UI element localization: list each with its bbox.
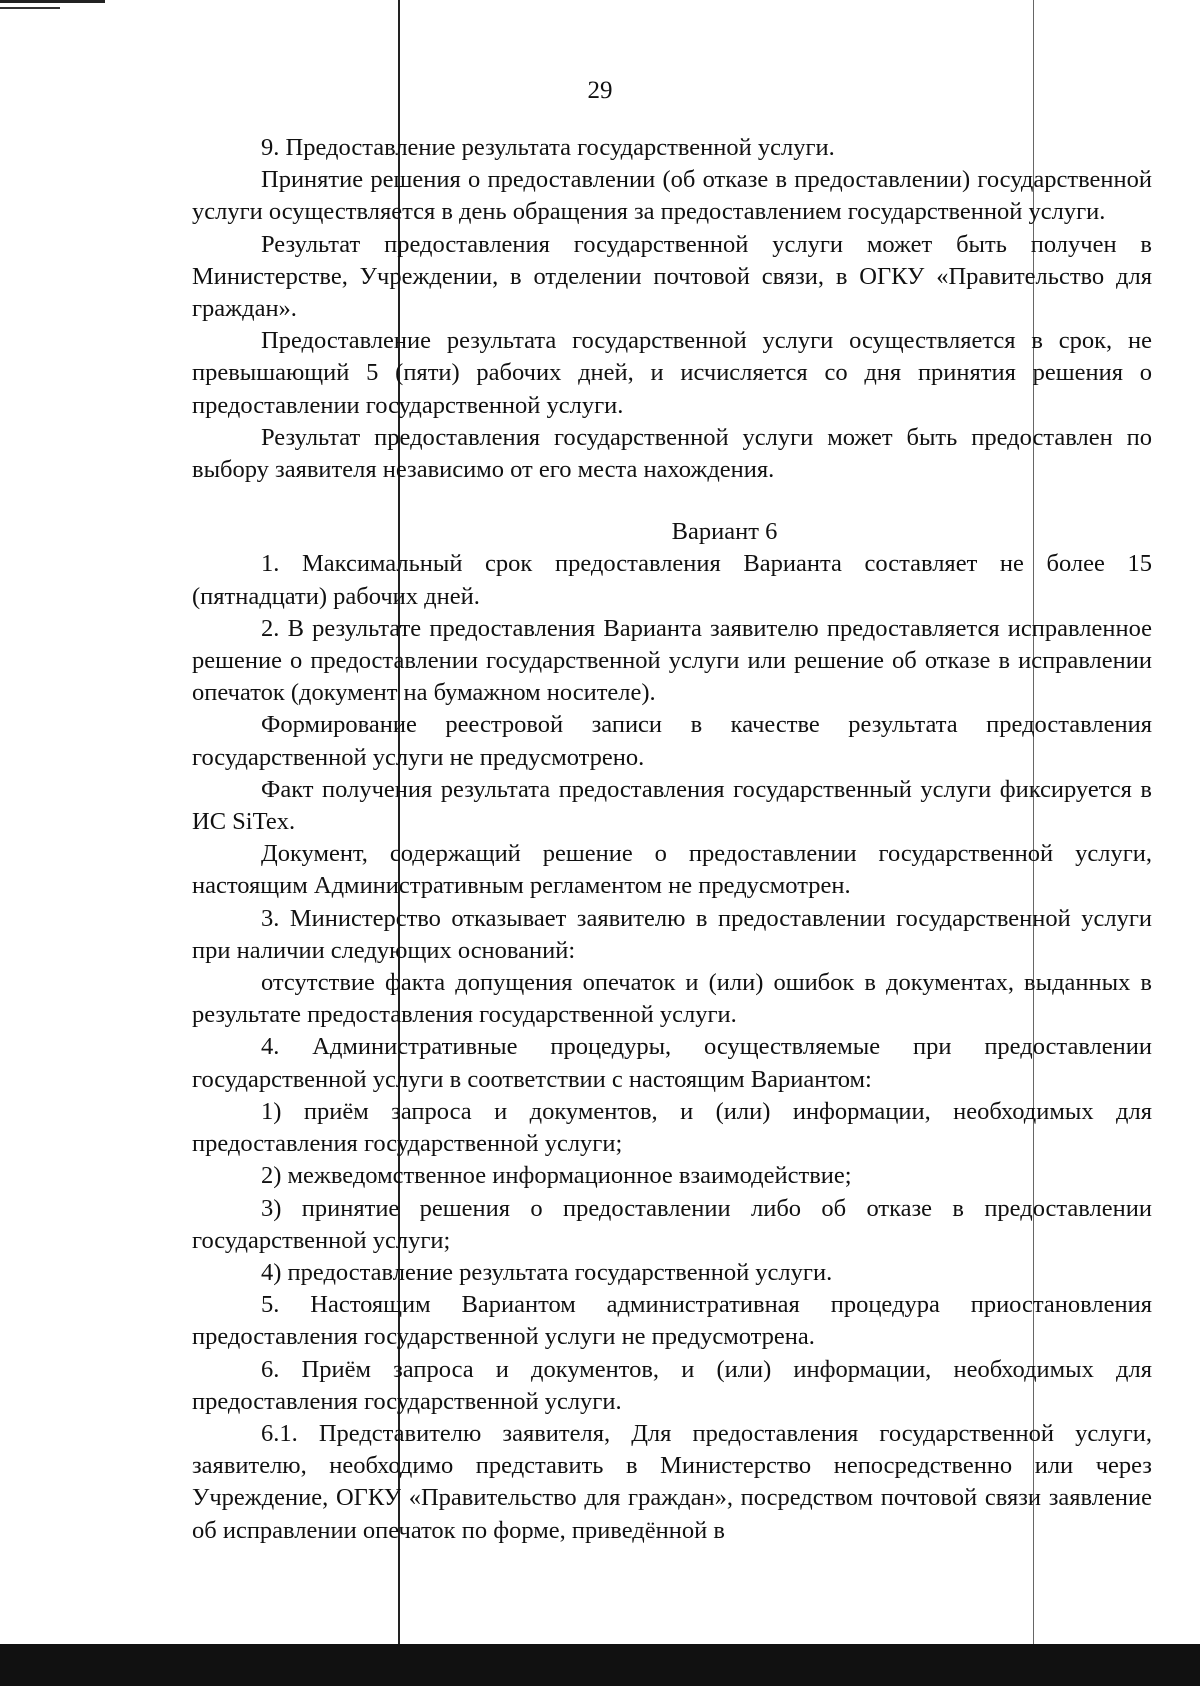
list-item-procedure-1: 1) приём запроса и документов, и (или) информации, необходимых для предоставления государственной услуги; [192, 1097, 1152, 1158]
scan-edge-mark-secondary [0, 7, 60, 9]
paragraph-result-fixation: Факт получения результата предоставления государственный услуги фиксируется в ИС SiTex. [192, 775, 1152, 836]
scan-edge-mark [0, 0, 105, 3]
variant-heading: Вариант 6 [671, 518, 778, 546]
paragraph-decision-timing: Принятие решения о предоставлении (об отказе в предоставлении) государственной услуги осуществляется в день обращения за предоставлением государственной услуги. [192, 166, 1152, 226]
paragraph-variant-result: 2. В результате предоставления Варианта заявителю предоставляется исправленное решение о предоставлении государственной услуги или решение об отказе в исправлении опечаток (документ на бумажном носителе). [192, 614, 1152, 707]
paragraph-result-provision-heading: 9. Предоставление результата государственной услуги. [261, 134, 835, 161]
paragraph-applicant-submission: 6.1. Представителю заявителя, Для предоставления государственной услуги, заявителю, необходимо представить в Министерство непосредственно или через Учреждение, ОГКУ «Правительство для граждан», посредством почтовой связи заявление об исправлении опечаток по форме, приведённой в [192, 1419, 1152, 1544]
page-number: 29 [587, 77, 613, 104]
paragraph-refusal-ground-item: отсутствие факта допущения опечаток и (или) ошибок в документах, выданных в результате предоставления государственной услуги. [192, 969, 1152, 1029]
paragraph-result-extraterritorial: Результат предоставления государственной услуги может быть предоставлен по выбору заявителя независимо от его места нахождения. [192, 423, 1152, 484]
paragraph-max-term: 1. Максимальный срок предоставления Варианта составляет не более 15 (пятнадцати) рабочих дней. [192, 550, 1152, 610]
paragraph-request-intake: 6. Приём запроса и документов, и (или) информации, необходимых для предоставления государственной услуги. [192, 1355, 1152, 1415]
paragraph-registry-record: Формирование реестровой записи в качестве результата предоставления государственной услуги не предусмотрено. [192, 711, 1152, 771]
paragraph-result-receipt-places: Результат предоставления государственной услуги может быть получен в Министерстве, Учреждении, в отделении почтовой связи, в ОГКУ «Правительство для граждан». [192, 230, 1152, 323]
paragraph-refusal-grounds: 3. Министерство отказывает заявителю в предоставлении государственной услуги при наличии следующих оснований: [192, 904, 1152, 964]
list-item-procedure-2: 2) межведомственное информационное взаимодействие; [261, 1162, 852, 1190]
paragraph-result-deadline: Предоставление результата государственной услуги осуществляется в срок, не превышающий 5 (пяти) рабочих дней, и исчисляется со дня принятия решения о предоставлении государственной услуги. [192, 327, 1152, 419]
paragraph-suspension: 5. Настоящим Вариантом административная процедура приостановления предоставления государственной услуги не предусмотрена. [192, 1291, 1152, 1351]
paragraph-decision-document: Документ, содержащий решение о предоставлении государственной услуги, настоящим Административным регламентом не предусмотрен. [192, 840, 1152, 900]
list-item-procedure-4: 4) предоставление результата государственной услуги. [261, 1258, 833, 1286]
document-body [192, 132, 1152, 1547]
paragraph-admin-procedures: 4. Административные процедуры, осуществляемые при предоставлении государственной услуги в соответствии с настоящим Вариантом: [192, 1033, 1152, 1093]
list-item-procedure-3: 3) принятие решения о предоставлении либо об отказе в предоставлении государственной услуги; [192, 1194, 1152, 1254]
scan-bottom-edge [0, 1644, 1200, 1686]
